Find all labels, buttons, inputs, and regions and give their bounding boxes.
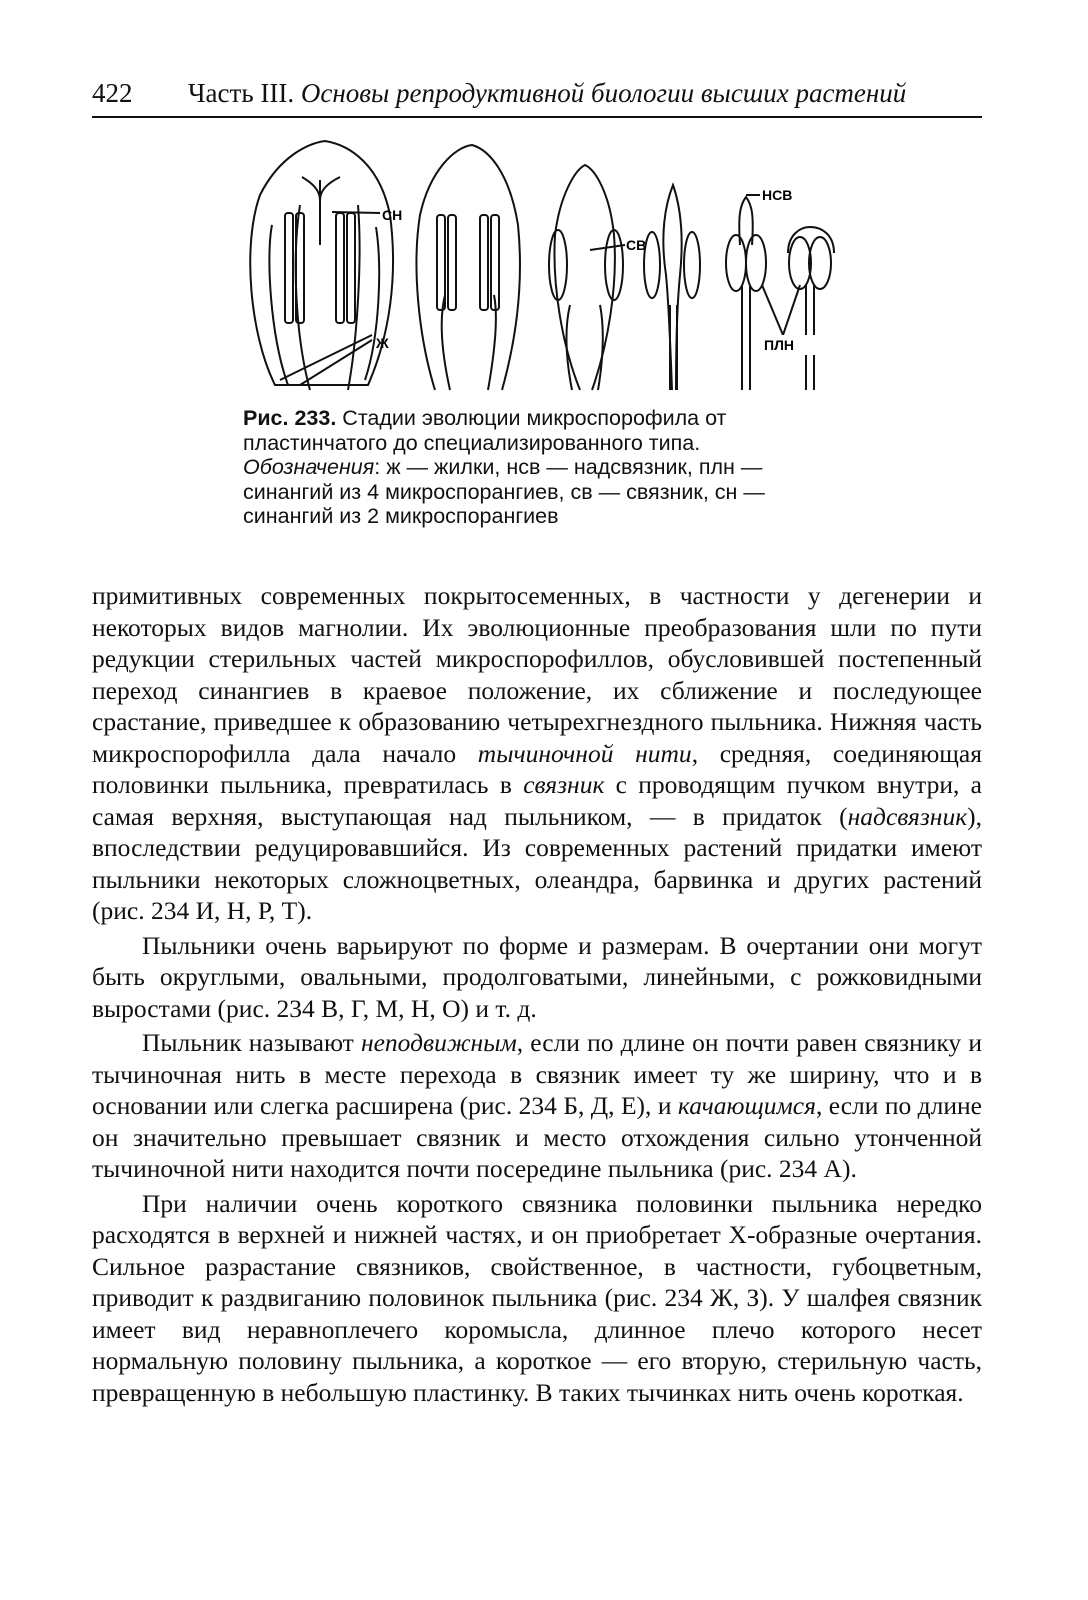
part-label: Часть III.	[188, 78, 301, 108]
text-run: с проводящим пучком внутри, а самая верхняя, выступающая над пыльником, — в придаток (	[92, 770, 982, 831]
legend-title: Обозначения	[243, 455, 375, 479]
stage-1-microsporophyll	[250, 141, 393, 390]
label-sn: СН	[382, 207, 403, 223]
term-immobile: неподвижным	[360, 1028, 517, 1057]
chapter-title: Основы репродуктивной биологии высших растений	[300, 78, 907, 108]
body-text	[92, 580, 982, 1408]
term-stamen-filament: тычиночной нити	[477, 738, 692, 768]
paragraph-2: Пыльники очень варьируют по форме и размерам. В очертании они могут быть округлыми, овальными, продолговатыми, линейными, с рожковидными выростами (рис. 234 В, Г, М, Н, О) и т. д.	[92, 930, 982, 1023]
text-run: , средняя, соединяющая половинки пыльника, превратилась в	[92, 738, 982, 799]
term-supraconnective: надсвязник	[847, 801, 968, 831]
paragraph-3	[92, 1027, 982, 1185]
caption-label: Рис. 233.	[243, 406, 337, 430]
text-run: примитивных современных покрытосеменных, в частности у дегенерии и некоторых видов магнолии. Их эволюционные преобразования шли по пути редукции стерильных частей микроспорофиллов, обусловившей постепенный переход синангиев в краевое положение, их сближение и последующее срастание, приведшее к образованию четырехгнездного пыльника. Нижняя часть микроспорофилла дала начало	[92, 581, 982, 768]
label-zh: Ж	[376, 335, 389, 351]
legend-text: : ж — жилки, нсв — надсвязник, плн — синангий из 4 микроспорангиев, св — связник, сн — синангий из 2 микроспорангиев	[243, 455, 765, 528]
text-run: , если по длине он значительно превышает связник и место отхождения сильно утонченной тычиночной нити находится почти посередине пыльника (рис. 234 А).	[92, 1091, 982, 1183]
page-header	[92, 72, 982, 118]
stage-6-stamen	[755, 227, 834, 390]
text-run: , если по длине он почти равен связнику и тычиночная нить в месте перехода в связник имеет ту же ширину, что и в основании или слегка расширена (рис. 234 Б, Д, Е), и	[92, 1028, 982, 1120]
label-nsv: НСВ	[762, 187, 793, 203]
paragraph-4: При наличии очень короткого связника половинки пыльника нередко расходятся в верхней и нижней частях, и он приобретает Х-образные очертания. Сильное разрастание связников, свойственное, в частности, губоцветным, приводит к раздвиганию половинок пыльника (рис. 234 Ж, З). У шалфея связник имеет вид неравноплечего коромысла, длинное плечо которого несет нормальную половину пыльника, а короткое — его вторую, стерильную часть, превращенную в небольшую пластинку. В таких тычинках нить очень короткая.	[92, 1188, 982, 1407]
label-pln: ПЛН	[764, 337, 794, 353]
label-sv: СВ	[626, 237, 647, 253]
stage-2-microsporophyll	[416, 145, 520, 390]
term-connective: связник	[523, 770, 605, 799]
figure-caption	[243, 406, 821, 529]
page-number: 422	[92, 78, 133, 108]
running-title	[188, 78, 906, 109]
stage-3-microsporophyll	[549, 165, 625, 390]
stage-4-microsporophyll	[644, 185, 700, 390]
caption-text: Стадии эволюции микроспорофила от пластинчатого до специализированного типа.	[243, 406, 727, 455]
text-run: ), впоследствии редуцировавшийся. Из современных растений придатки имеют пыльники некоторых сложноцветных, олеандра, барвинка и других растений (рис. 234 И, Н, Р, Т).	[92, 801, 982, 925]
text-run: Пыльник называют	[142, 1028, 361, 1057]
figure-233	[240, 135, 840, 395]
paragraph-1	[92, 580, 982, 927]
term-versatile: качающимся	[677, 1091, 816, 1120]
stage-5-stamen	[726, 195, 766, 390]
